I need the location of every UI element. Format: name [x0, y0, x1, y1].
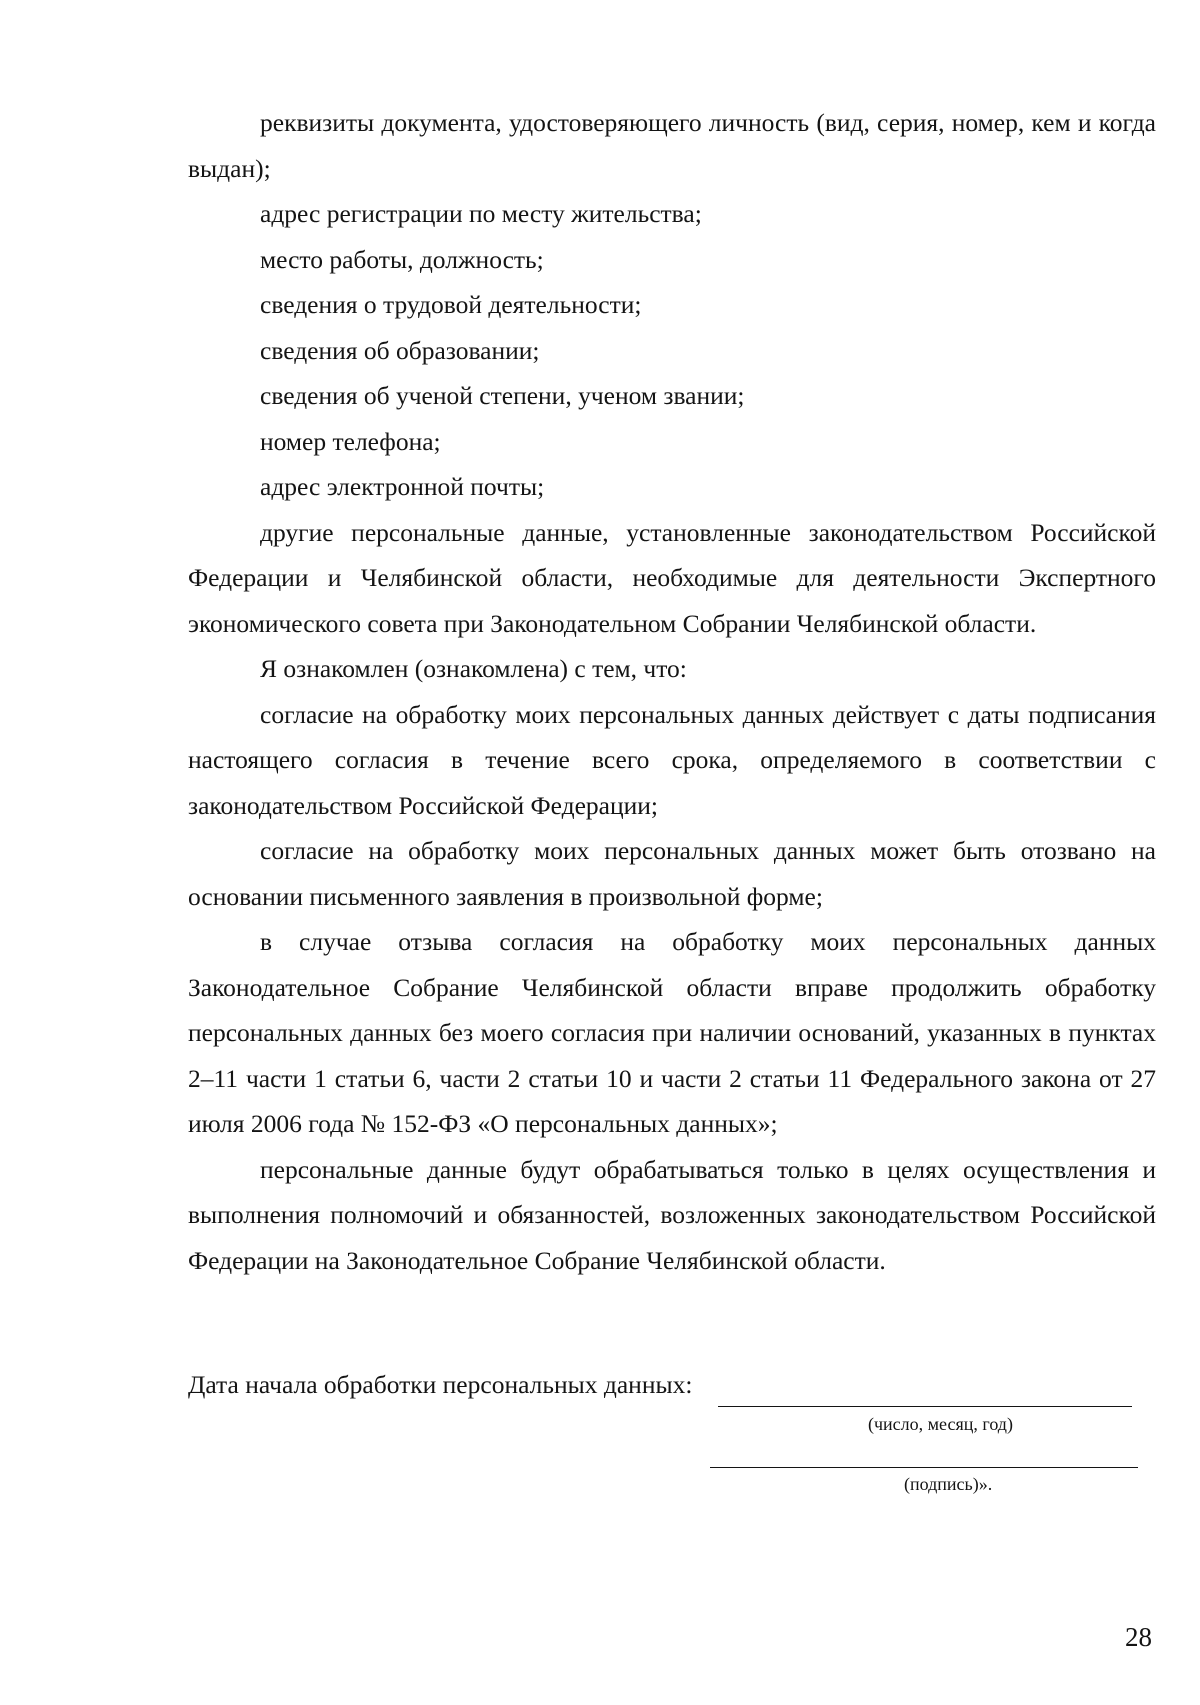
paragraph-academic-degree: сведения об ученой степени, ученом звании;: [260, 381, 745, 410]
paragraph-email: адрес электронной почты;: [260, 472, 545, 501]
paragraph-consent-withdrawal: согласие на обработку моих персональных данных может быть отозвано на основании письменного заявления в произвольной форме;: [188, 836, 1156, 911]
signature-caption: (подпись)».: [904, 1474, 993, 1494]
paragraph-acknowledgement: Я ознакомлен (ознакомлена) с тем, что:: [260, 654, 687, 683]
paragraph-withdrawal-consequences: в случае отзыва согласия на обработку моих персональных данных Законодательное Собрание Челябинской области вправе продолжить обработку персональных данных без моего согласия при наличии оснований, указанных в пунктах 2–11 части 1 статьи 6, части 2 статьи 10 и части 2 статьи 11 Федерального закона от 27 июля 2006 года № 152-ФЗ «О персональных данных»;: [188, 927, 1156, 1138]
paragraph-other-data: другие персональные данные, установленные законодательством Российской Федерации и Челябинской области, необходимые для деятельности Экспертного экономического совета при Законодательном Собрании Челябинской области.: [188, 517, 1156, 638]
paragraph-education: сведения об образовании;: [260, 335, 540, 365]
paragraph-processing-purpose: персональные данные будут обрабатываться только в целях осуществления и выполнения полномочий и обязанностей, возложенных законодательством Российской Федерации на Законодательное Собрание Челябинской области.: [188, 1154, 1156, 1275]
consent-body-text: [188, 100, 1156, 1283]
processing-start-date-label: Дата начала обработки персональных данных:: [188, 1370, 693, 1399]
page-number: 28: [1125, 1622, 1152, 1652]
paragraph-phone: номер телефона;: [260, 426, 441, 456]
date-caption: (число, месяц, год): [868, 1414, 1013, 1434]
paragraph-consent-duration: согласие на обработку моих персональных данных действует с даты подписания настоящего согласия в течение всего срока, определяемого в соответствии с законодательством Российской Федерации;: [188, 699, 1156, 820]
paragraph-identity-document: реквизиты документа, удостоверяющего личность (вид, серия, номер, кем и когда выдан);: [188, 108, 1156, 183]
date-blank-line: [718, 1406, 1132, 1407]
paragraph-work-history: сведения о трудовой деятельности;: [260, 290, 642, 319]
paragraph-registration-address: адрес регистрации по месту жительства;: [260, 199, 702, 228]
signature-blank-line: [710, 1467, 1138, 1468]
paragraph-workplace: место работы, должность;: [260, 244, 544, 274]
